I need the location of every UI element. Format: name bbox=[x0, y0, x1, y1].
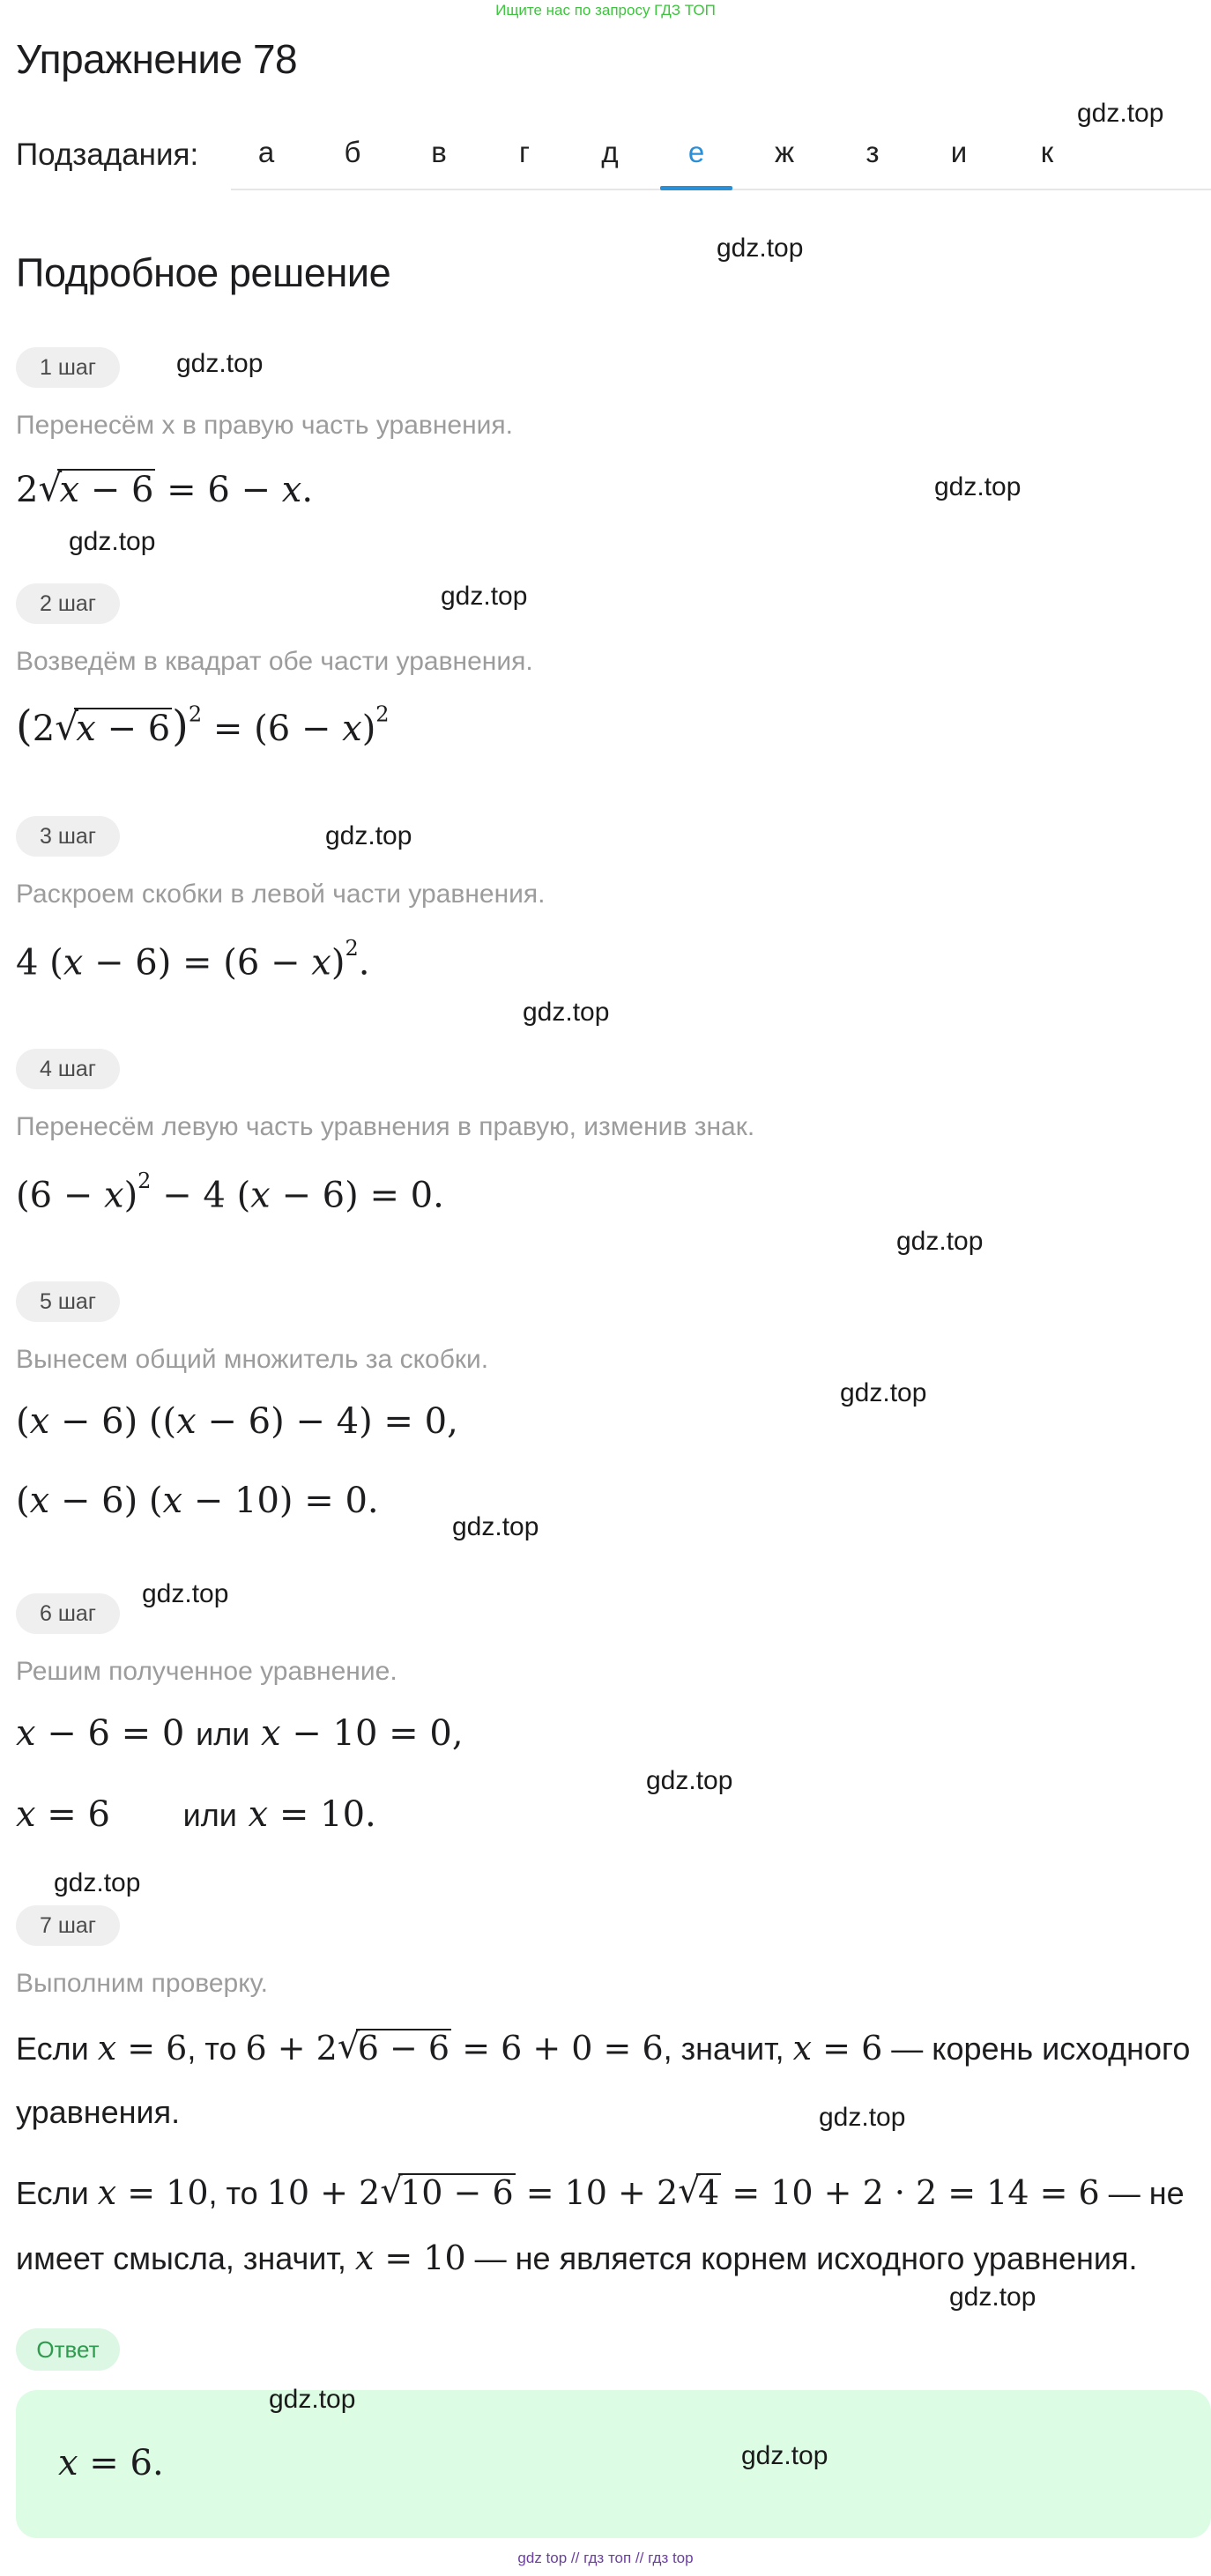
watermark: gdz.top bbox=[949, 2283, 1036, 2312]
top-banner: Ищите нас по запросу ГДЗ ТОП bbox=[495, 2, 716, 19]
check-line-1: Если x = 6, то 6 + 2√ 6 − 6 = 6 + 0 = 6, значит, x = 6 — корень исходного bbox=[16, 2029, 1190, 2067]
watermark: gdz.top bbox=[325, 821, 412, 850]
section-title: Подробное решение bbox=[16, 250, 391, 295]
watermark: gdz.top bbox=[934, 472, 1022, 501]
step-badge-5: 5 шаг bbox=[16, 1281, 120, 1322]
watermark: gdz.top bbox=[269, 2385, 356, 2414]
watermark: gdz.top bbox=[840, 1378, 927, 1407]
check-text: , значит, bbox=[663, 2030, 784, 2067]
tab-z[interactable]: з bbox=[866, 136, 880, 168]
check-text: Если bbox=[16, 2030, 89, 2067]
check-text: имеет смысла, значит, bbox=[16, 2240, 346, 2276]
watermark: gdz.top bbox=[741, 2441, 828, 2470]
tab-e[interactable]: е bbox=[687, 136, 705, 168]
step-6-equation-1: x − 6 = 0 или x − 10 = 0, bbox=[16, 1713, 464, 1754]
watermark: gdz.top bbox=[176, 349, 264, 378]
or-label: или bbox=[196, 1716, 250, 1752]
step-6-equation-2: x = 6 или x = 10. bbox=[16, 1794, 376, 1835]
check-text: — корень исходного bbox=[891, 2030, 1191, 2067]
tab-v[interactable]: в bbox=[431, 136, 447, 168]
step-badge-7: 7 шаг bbox=[16, 1905, 120, 1946]
watermark: gdz.top bbox=[452, 1512, 539, 1541]
step-1-equation: 2√ x − 6 = 6 − x. bbox=[16, 469, 313, 510]
watermark: gdz.top bbox=[717, 234, 804, 263]
active-tab-indicator bbox=[660, 186, 732, 190]
tab-g[interactable]: г bbox=[518, 136, 531, 168]
step-6-desc: Решим полученное уравнение. bbox=[16, 1657, 397, 1686]
watermark: gdz.top bbox=[819, 2103, 906, 2132]
step-2-equation: (2√ $x - 6)^2 = (6 - x)^2$ bbox=[16, 702, 390, 751]
check-line-2: уравнения. bbox=[16, 2094, 181, 2130]
footer: gdz top // гдз топ // гдз top bbox=[517, 2550, 694, 2566]
step-badge-2: 2 шаг bbox=[16, 583, 120, 624]
watermark: gdz.top bbox=[896, 1227, 984, 1256]
step-badge-3: 3 шаг bbox=[16, 816, 120, 857]
step-badge-4: 4 шаг bbox=[16, 1049, 120, 1089]
step-badge-1: 1 шаг bbox=[16, 347, 120, 388]
step-5-equation-1: (x − 6) ((x − 6) − 4) = 0, bbox=[16, 1401, 458, 1442]
step-1-desc: Перенесём x в правую часть уравнения. bbox=[16, 411, 513, 440]
step-5-desc: Вынесем общий множитель за скобки. bbox=[16, 1345, 489, 1374]
check-text: Если bbox=[16, 2175, 89, 2211]
step-4-desc: Перенесём левую часть уравнения в правую, изменив знак. bbox=[16, 1112, 755, 1141]
watermark: gdz.top bbox=[523, 998, 610, 1027]
tab-b[interactable]: б bbox=[344, 136, 361, 168]
watermark: gdz.top bbox=[69, 527, 156, 556]
watermark: gdz.top bbox=[142, 1579, 229, 1608]
check-text: — не bbox=[1108, 2175, 1185, 2211]
tab-d[interactable]: д bbox=[601, 136, 619, 168]
step-2-desc: Возведём в квадрат обе части уравнения. bbox=[16, 647, 533, 676]
tab-a[interactable]: а bbox=[257, 136, 275, 168]
step-7-desc: Выполним проверку. bbox=[16, 1969, 269, 1998]
step-badge-6: 6 шаг bbox=[16, 1593, 120, 1634]
answer-box bbox=[16, 2390, 1211, 2538]
watermark: gdz.top bbox=[1077, 99, 1164, 128]
check-text: , то bbox=[187, 2030, 237, 2067]
step-4-equation: $(6 - x)^2 - 4$ (x − 6) = 0. bbox=[16, 1169, 444, 1216]
check-text: — не является корнем исходного уравнения. bbox=[474, 2240, 1138, 2276]
tab-k[interactable]: к bbox=[1040, 136, 1054, 168]
page-title: Упражнение 78 bbox=[16, 36, 298, 82]
watermark: gdz.top bbox=[441, 582, 528, 611]
step-3-equation: 4 $(x - 6) = (6 - x)^2$. bbox=[16, 936, 370, 984]
check-line-4: имеет смысла, значит, x = 10 — не является корнем исходного уравнения. bbox=[16, 2238, 1138, 2277]
tab-i[interactable]: и bbox=[950, 136, 968, 168]
subtasks-label: Подзадания: bbox=[16, 137, 199, 172]
or-label: или bbox=[182, 1797, 237, 1833]
watermark: gdz.top bbox=[646, 1766, 733, 1795]
answer-equation: x = 6. bbox=[58, 2443, 164, 2483]
answer-badge: Ответ bbox=[16, 2328, 120, 2371]
check-line-3: Если x = 10, то 10 + 2√ 10 − 6 = 10 + 2√ 4 = 10 + 2 · 2 = 14 = 6 — не bbox=[16, 2173, 1185, 2212]
watermark: gdz.top bbox=[54, 1868, 141, 1897]
check-text: , то bbox=[208, 2175, 258, 2211]
step-5-equation-2: (x − 6) (x − 10) = 0. bbox=[16, 1481, 379, 1521]
tab-zh[interactable]: ж bbox=[774, 136, 795, 168]
step-3-desc: Раскроем скобки в левой части уравнения. bbox=[16, 880, 546, 909]
